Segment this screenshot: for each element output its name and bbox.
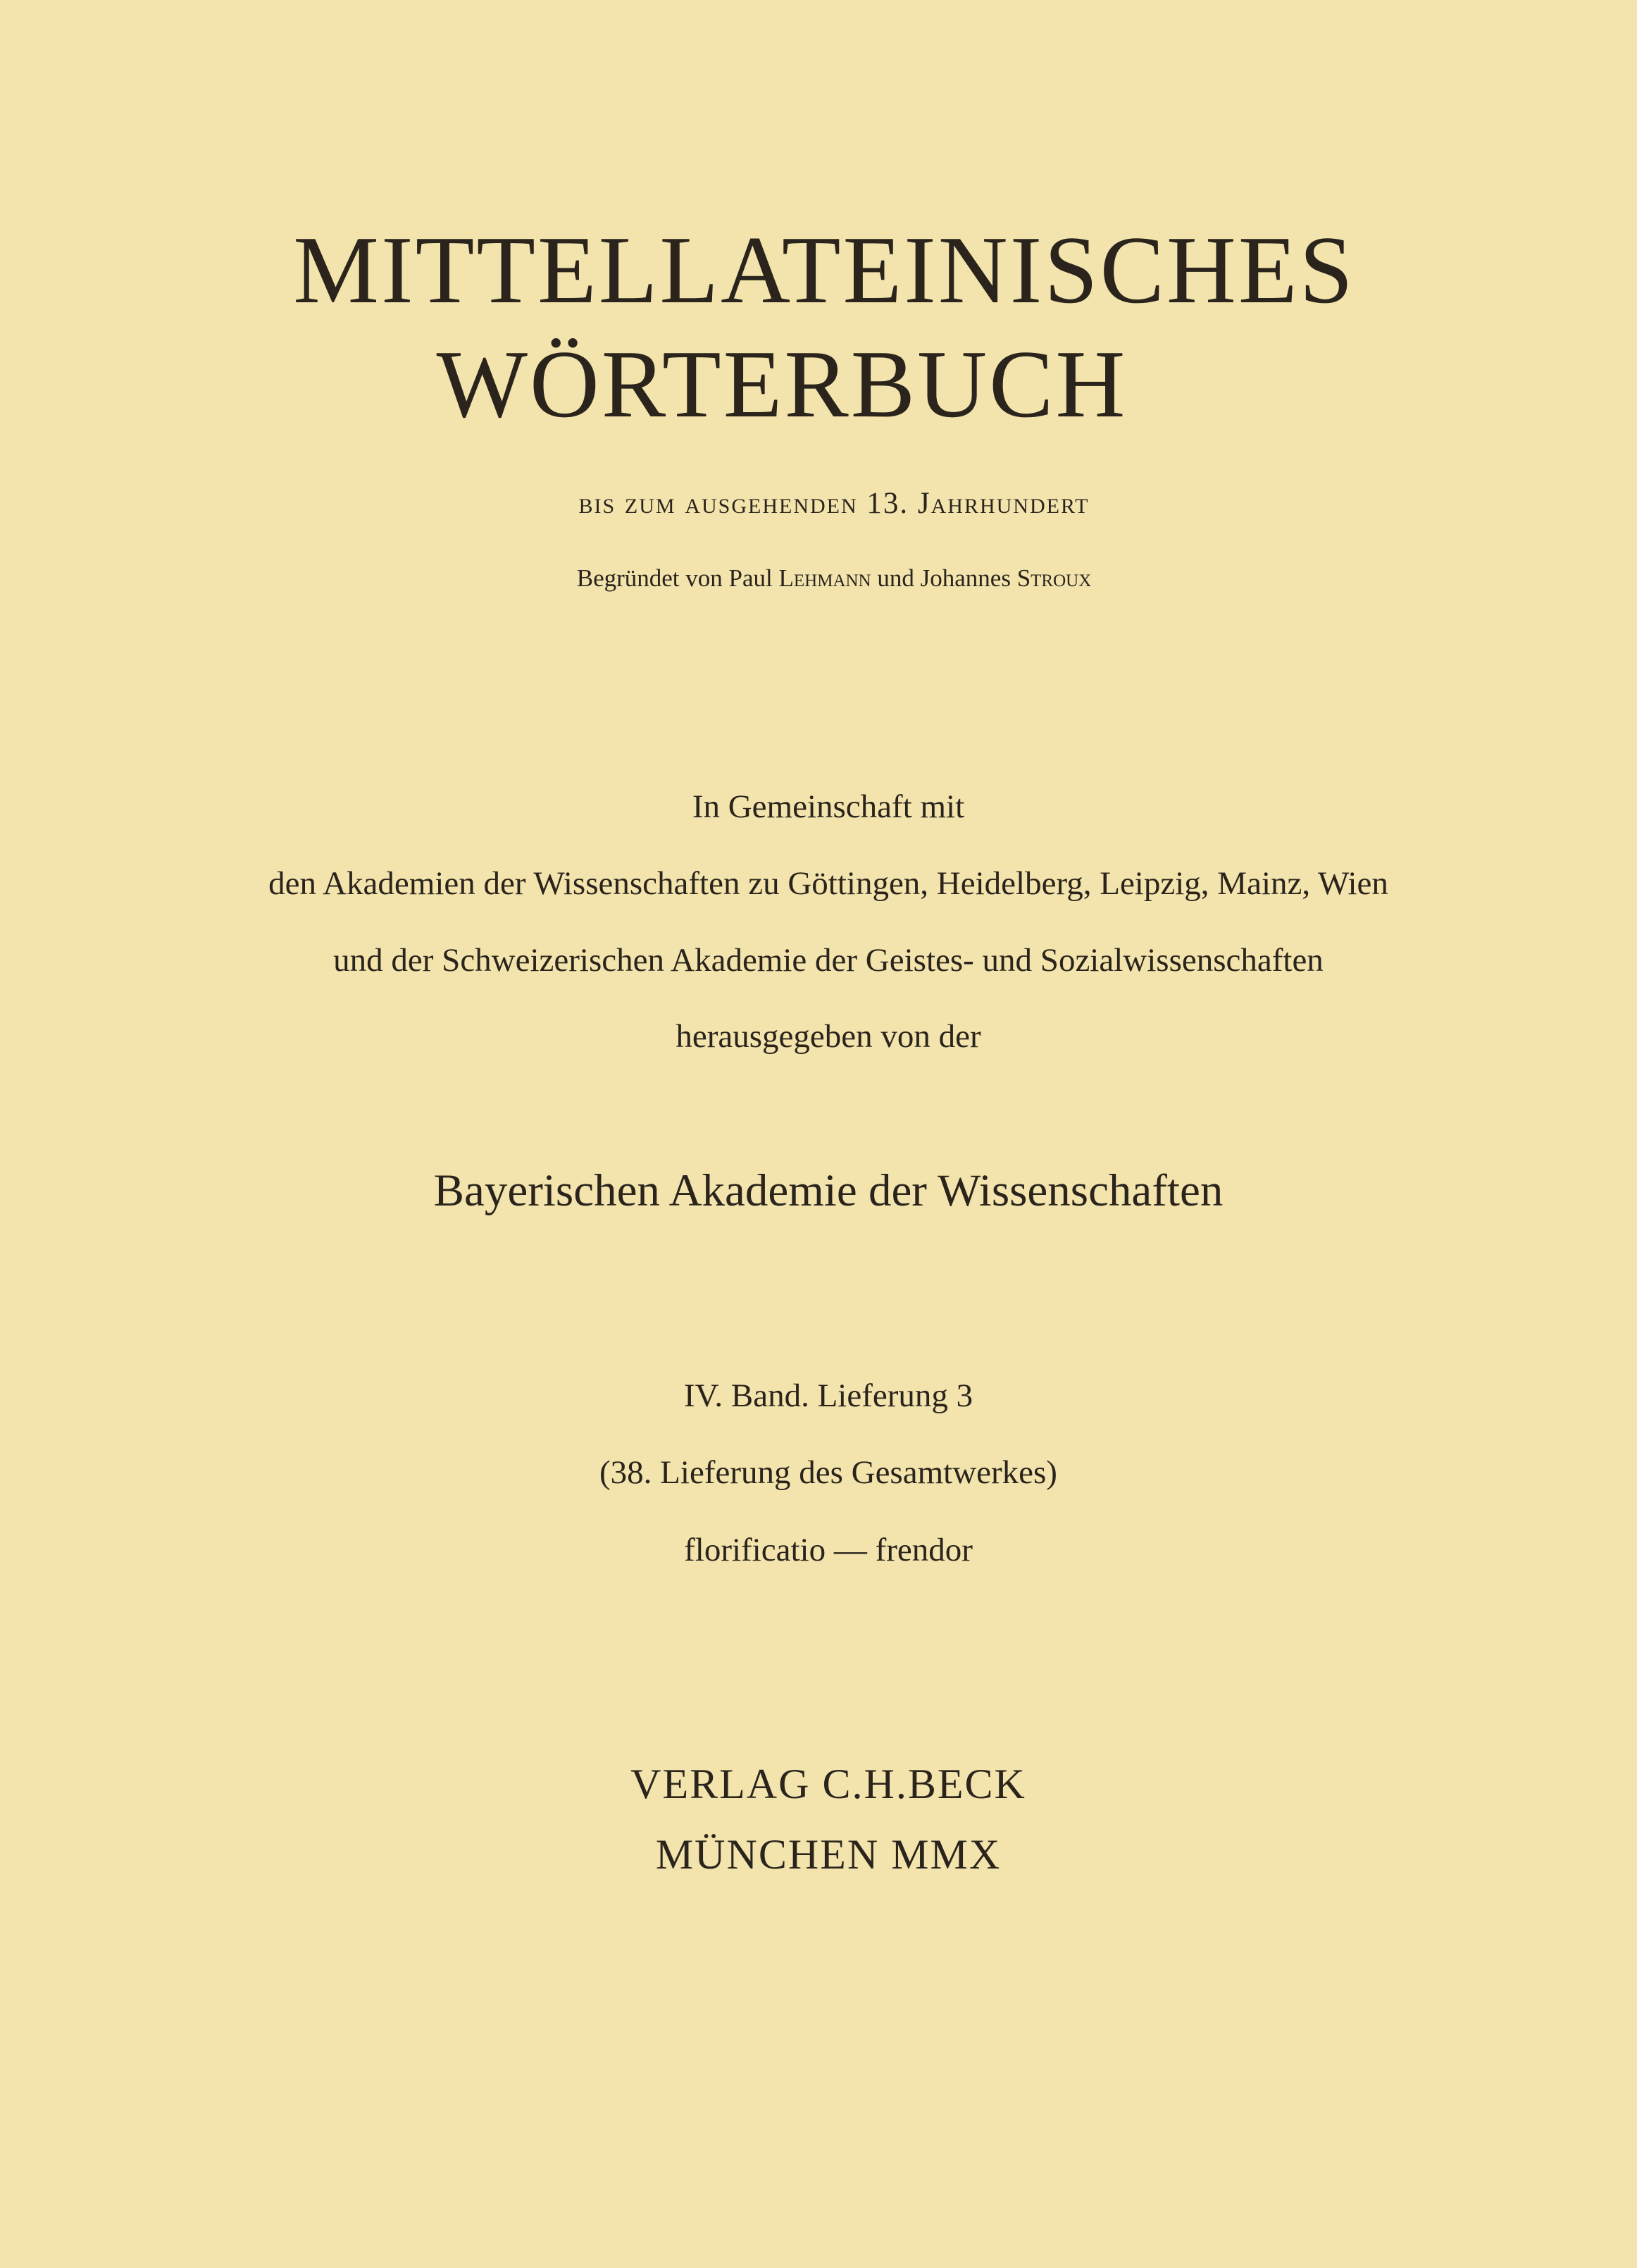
main-title-line-2: WÖRTERBUCH	[436, 330, 1128, 438]
cooperation-line-4: herausgegeben von der	[676, 1018, 981, 1055]
founders-prefix: Begründet von Paul	[576, 564, 779, 592]
founder-name-stroux: Stroux	[1016, 564, 1092, 592]
main-title-line-1: MITTELLATEINISCHES	[293, 216, 1355, 323]
publisher-name: VERLAG C.H.BECK	[630, 1761, 1026, 1807]
cooperation-line-3: und der Schweizerischen Akademie der Geistes- und Sozialwissenschaften	[333, 942, 1324, 979]
lemma-range-line: florificatio — frendor	[684, 1532, 973, 1568]
publisher-place-year: MÜNCHEN MMX	[655, 1831, 1002, 1878]
delivery-line: (38. Lieferung des Gesamtwerkes)	[599, 1454, 1057, 1491]
founder-name-lehmann: Lehmann	[778, 564, 871, 592]
academy-name: Bayerischen Akademie der Wissenschaften	[433, 1165, 1224, 1216]
cooperation-line-1: In Gemeinschaft mit	[692, 788, 965, 825]
cooperation-line-2: den Akademien der Wissenschaften zu Göttingen, Heidelberg, Leipzig, Mainz, Wien	[268, 865, 1388, 902]
subtitle: bis zum ausgehenden 13. Jahrhundert	[578, 487, 1090, 520]
volume-line: IV. Band. Lieferung 3	[683, 1377, 973, 1414]
founders-line	[15, 564, 1637, 593]
founders-middle: und Johannes	[871, 564, 1017, 592]
